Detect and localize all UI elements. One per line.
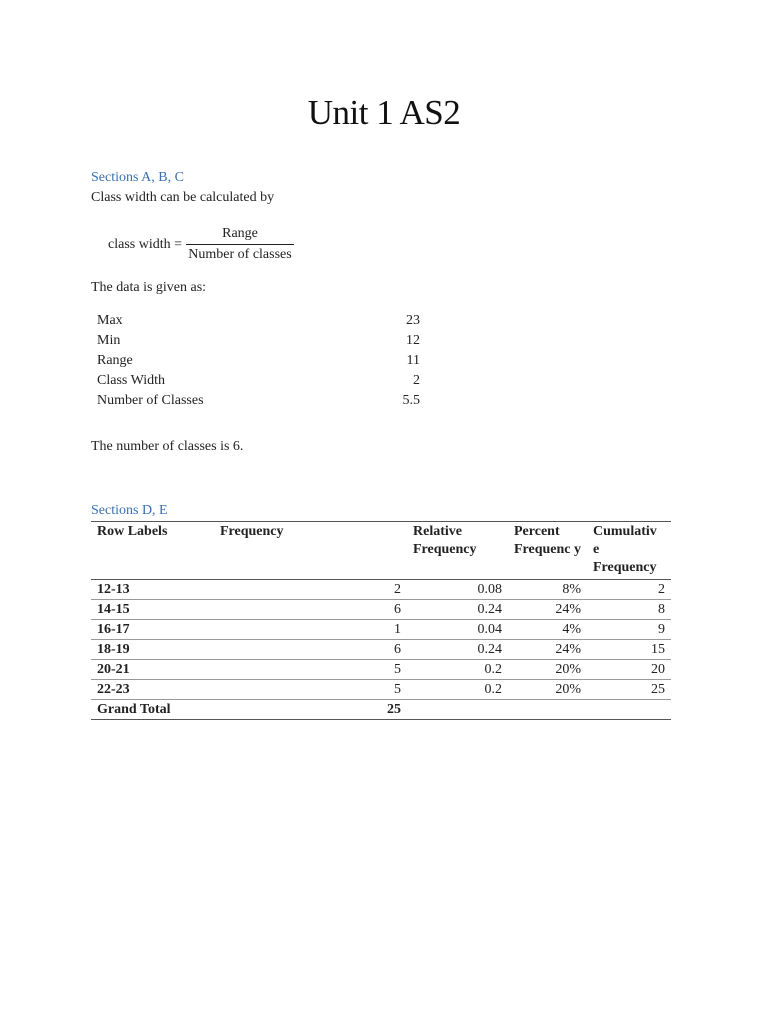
page-title: Unit 1 AS2	[307, 93, 461, 132]
row-label: 22-23	[91, 680, 214, 700]
section-heading-abc: Sections A, B, C	[91, 170, 184, 185]
header-frequency: Frequency	[214, 522, 407, 580]
cumulative-frequency-cell: 20	[587, 660, 671, 680]
stat-label: Range	[97, 353, 133, 368]
stat-label: Min	[97, 333, 121, 348]
conclusion-text: The number of classes is 6.	[91, 439, 244, 454]
formula-numerator: Range	[222, 226, 258, 241]
relative-frequency-cell: 0.08	[407, 580, 508, 600]
percent-frequency-cell: 24%	[508, 600, 587, 620]
cumulative-frequency-cell: 8	[587, 600, 671, 620]
stat-value: 5.5	[402, 393, 420, 408]
header-percent-frequency: Percent Frequenc y	[508, 522, 587, 580]
empty-cell	[508, 700, 587, 720]
table-header-row	[91, 522, 671, 580]
percent-frequency-cell: 20%	[508, 680, 587, 700]
cumulative-frequency-cell: 9	[587, 620, 671, 640]
stat-value: 12	[406, 333, 420, 348]
stat-label: Class Width	[97, 373, 166, 388]
table-row	[91, 580, 671, 600]
frequency-cell: 5	[214, 660, 407, 680]
stat-label: Number of Classes	[97, 393, 204, 408]
cumulative-frequency-cell: 15	[587, 640, 671, 660]
row-label: 16-17	[91, 620, 214, 640]
section-heading-de: Sections D, E	[91, 503, 168, 518]
frequency-cell: 1	[214, 620, 407, 640]
stat-value: 23	[406, 313, 420, 328]
stat-value: 11	[406, 353, 420, 368]
table-row	[91, 640, 671, 660]
relative-frequency-cell: 0.24	[407, 600, 508, 620]
frequency-cell: 5	[214, 680, 407, 700]
relative-frequency-cell: 0.04	[407, 620, 508, 640]
formula-fraction	[186, 226, 294, 263]
header-row-labels: Row Labels	[91, 522, 214, 580]
stats-row	[97, 371, 420, 391]
stats-row	[97, 331, 420, 351]
row-label: 20-21	[91, 660, 214, 680]
header-relative-frequency: Relative Frequency	[407, 522, 508, 580]
class-width-formula	[108, 226, 294, 263]
empty-cell	[587, 700, 671, 720]
cumulative-frequency-cell: 25	[587, 680, 671, 700]
data-intro-text: The data is given as:	[91, 280, 207, 295]
row-label: 14-15	[91, 600, 214, 620]
table-row	[91, 620, 671, 640]
row-label: 12-13	[91, 580, 214, 600]
percent-frequency-cell: 8%	[508, 580, 587, 600]
empty-cell	[407, 700, 508, 720]
stat-value: 2	[413, 373, 420, 388]
grand-total-value: 25	[214, 700, 407, 720]
formula-lhs: class width =	[108, 236, 182, 252]
percent-frequency-cell: 4%	[508, 620, 587, 640]
table-row	[91, 680, 671, 700]
frequency-cell: 6	[214, 640, 407, 660]
intro-text: Class width can be calculated by	[91, 190, 275, 205]
frequency-cell: 6	[214, 600, 407, 620]
frequency-cell: 2	[214, 580, 407, 600]
stats-row	[97, 351, 420, 371]
grand-total-row	[91, 700, 671, 720]
percent-frequency-cell: 24%	[508, 640, 587, 660]
stats-row	[97, 391, 420, 411]
relative-frequency-cell: 0.2	[407, 680, 508, 700]
formula-denominator: Number of classes	[188, 247, 292, 262]
table-row	[91, 600, 671, 620]
cumulative-frequency-cell: 2	[587, 580, 671, 600]
stats-row	[97, 311, 420, 331]
relative-frequency-cell: 0.2	[407, 660, 508, 680]
row-label: 18-19	[91, 640, 214, 660]
table-row	[91, 660, 671, 680]
header-cumulative-frequency: Cumulativ e Frequency	[587, 522, 671, 580]
stat-label: Max	[97, 313, 123, 328]
relative-frequency-cell: 0.24	[407, 640, 508, 660]
stats-list	[97, 311, 420, 411]
grand-total-label: Grand Total	[91, 700, 214, 720]
percent-frequency-cell: 20%	[508, 660, 587, 680]
frequency-table	[91, 521, 671, 720]
